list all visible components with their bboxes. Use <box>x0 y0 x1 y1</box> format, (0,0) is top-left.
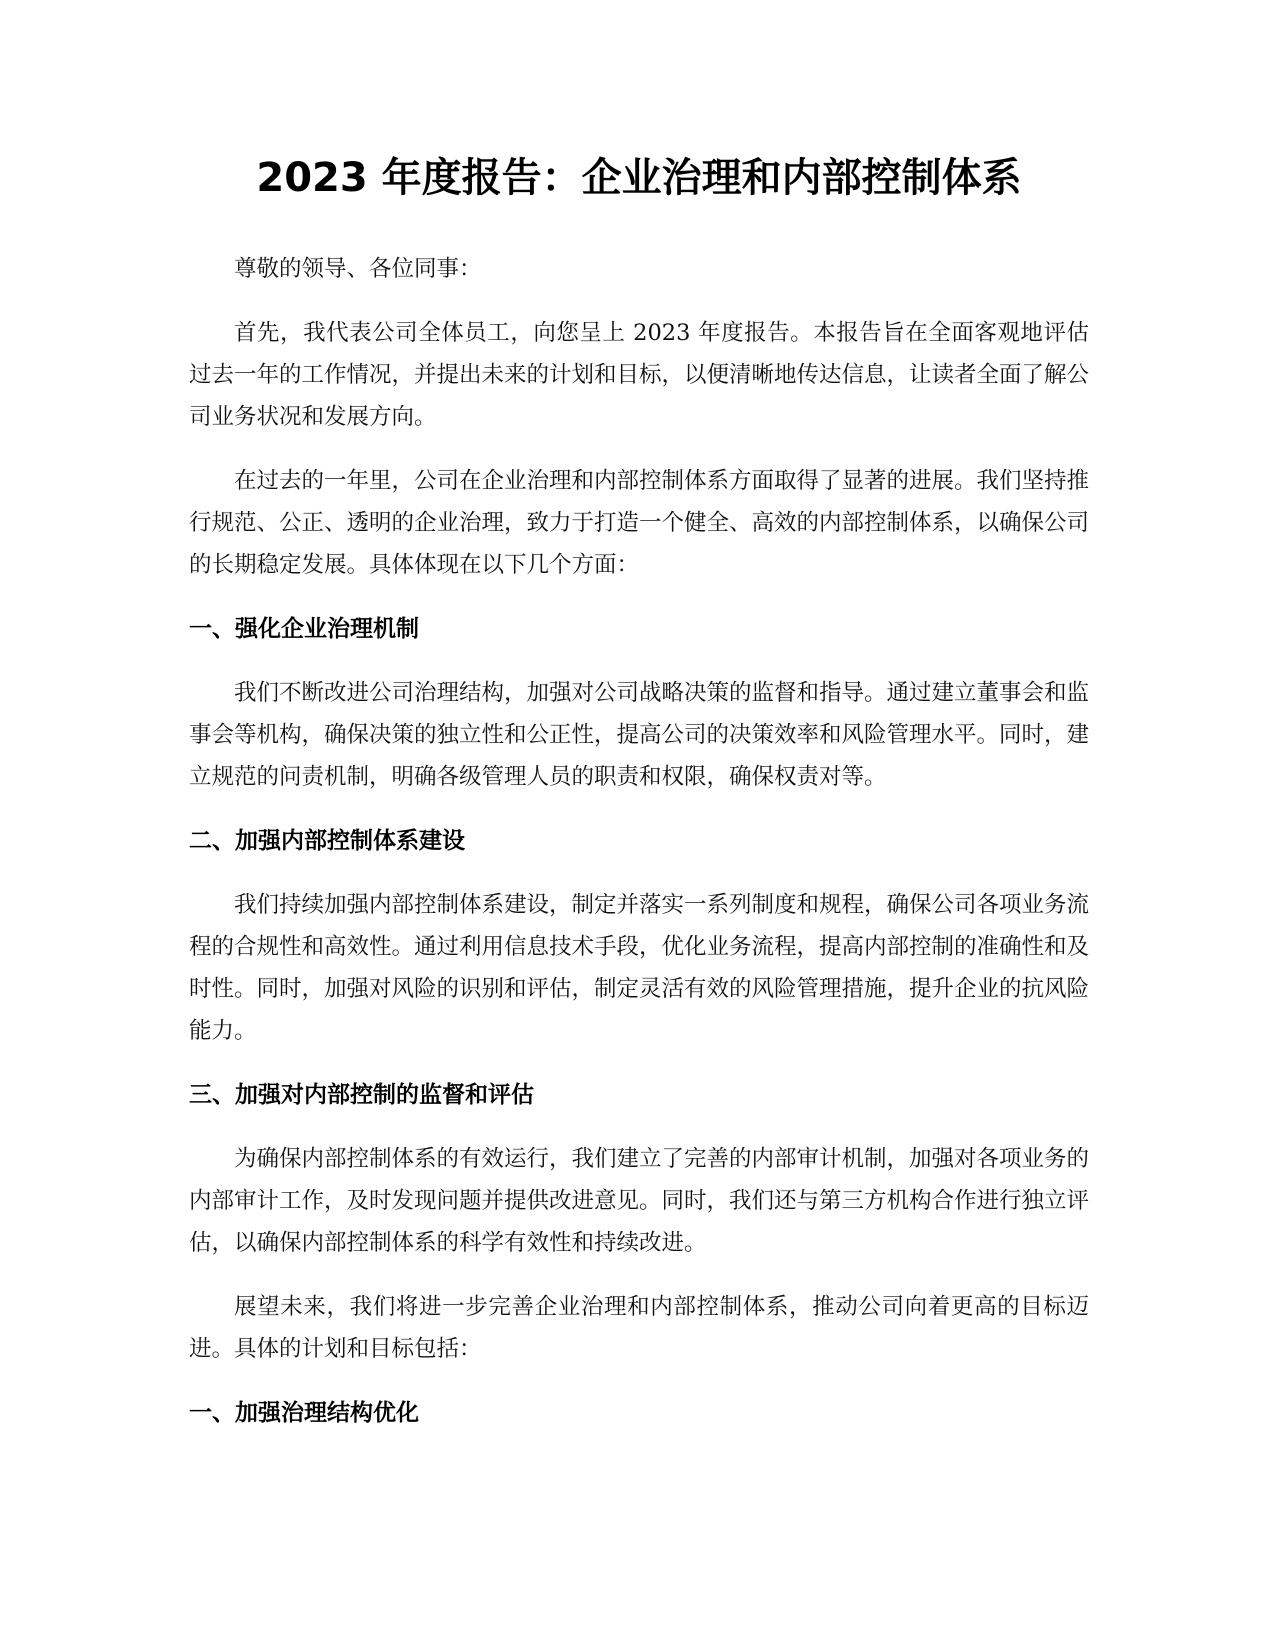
outlook-paragraph: 展望未来，我们将进一步完善企业治理和内部控制体系，推动公司向着更高的目标迈进。具体的计划和目标包括： <box>189 1294 1089 1362</box>
section-heading-governance: 一、强化企业治理机制 <box>189 616 419 642</box>
section-heading-internal-control: 二、加强内部控制体系建设 <box>189 828 465 854</box>
future-heading-governance-structure: 一、加强治理结构优化 <box>189 1400 419 1426</box>
section-body-internal-control: 我们持续加强内部控制体系建设，制定并落实一系列制度和规程，确保公司各项业务流程的合规性和高效性。通过利用信息技术手段，优化业务流程，提高内部控制的准确性和及时性。同时，加强对风险的识别和评估，制定灵活有效的风险管理措施，提升企业的抗风险能力。 <box>189 892 1090 1044</box>
intro-paragraph: 首先，我代表公司全体员工，向您呈上 2023 年度报告。本报告旨在全面客观地评估过去一年的工作情况，并提出未来的计划和目标，以便清晰地传达信息，让读者全面了解公司业务状况和发展方向。 <box>189 320 1090 430</box>
section-body-governance: 我们不断改进公司治理结构，加强对公司战略决策的监督和指导。通过建立董事会和监事会等机构，确保决策的独立性和公正性，提高公司的决策效率和风险管理水平。同时，建立规范的问责机制，明确各级管理人员的职责和权限，确保权责对等。 <box>189 680 1090 790</box>
progress-paragraph: 在过去的一年里，公司在企业治理和内部控制体系方面取得了显著的进展。我们坚持推行规范、公正、透明的企业治理，致力于打造一个健全、高效的内部控制体系，以确保公司的长期稳定发展。具体体现在以下几个方面： <box>189 468 1090 578</box>
section-body-supervision: 为确保内部控制体系的有效运行，我们建立了完善的内部审计机制，加强对各项业务的内部审计工作，及时发现问题并提供改进意见。同时，我们还与第三方机构合作进行独立评估，以确保内部控制体系的科学有效性和持续改进。 <box>189 1146 1090 1256</box>
greeting-paragraph: 尊敬的领导、各位同事： <box>234 256 482 282</box>
section-heading-supervision: 三、加强对内部控制的监督和评估 <box>189 1082 534 1108</box>
document-body <box>189 148 1089 1456</box>
document-title: 2023 年度报告：企业治理和内部控制体系 <box>256 155 1022 201</box>
